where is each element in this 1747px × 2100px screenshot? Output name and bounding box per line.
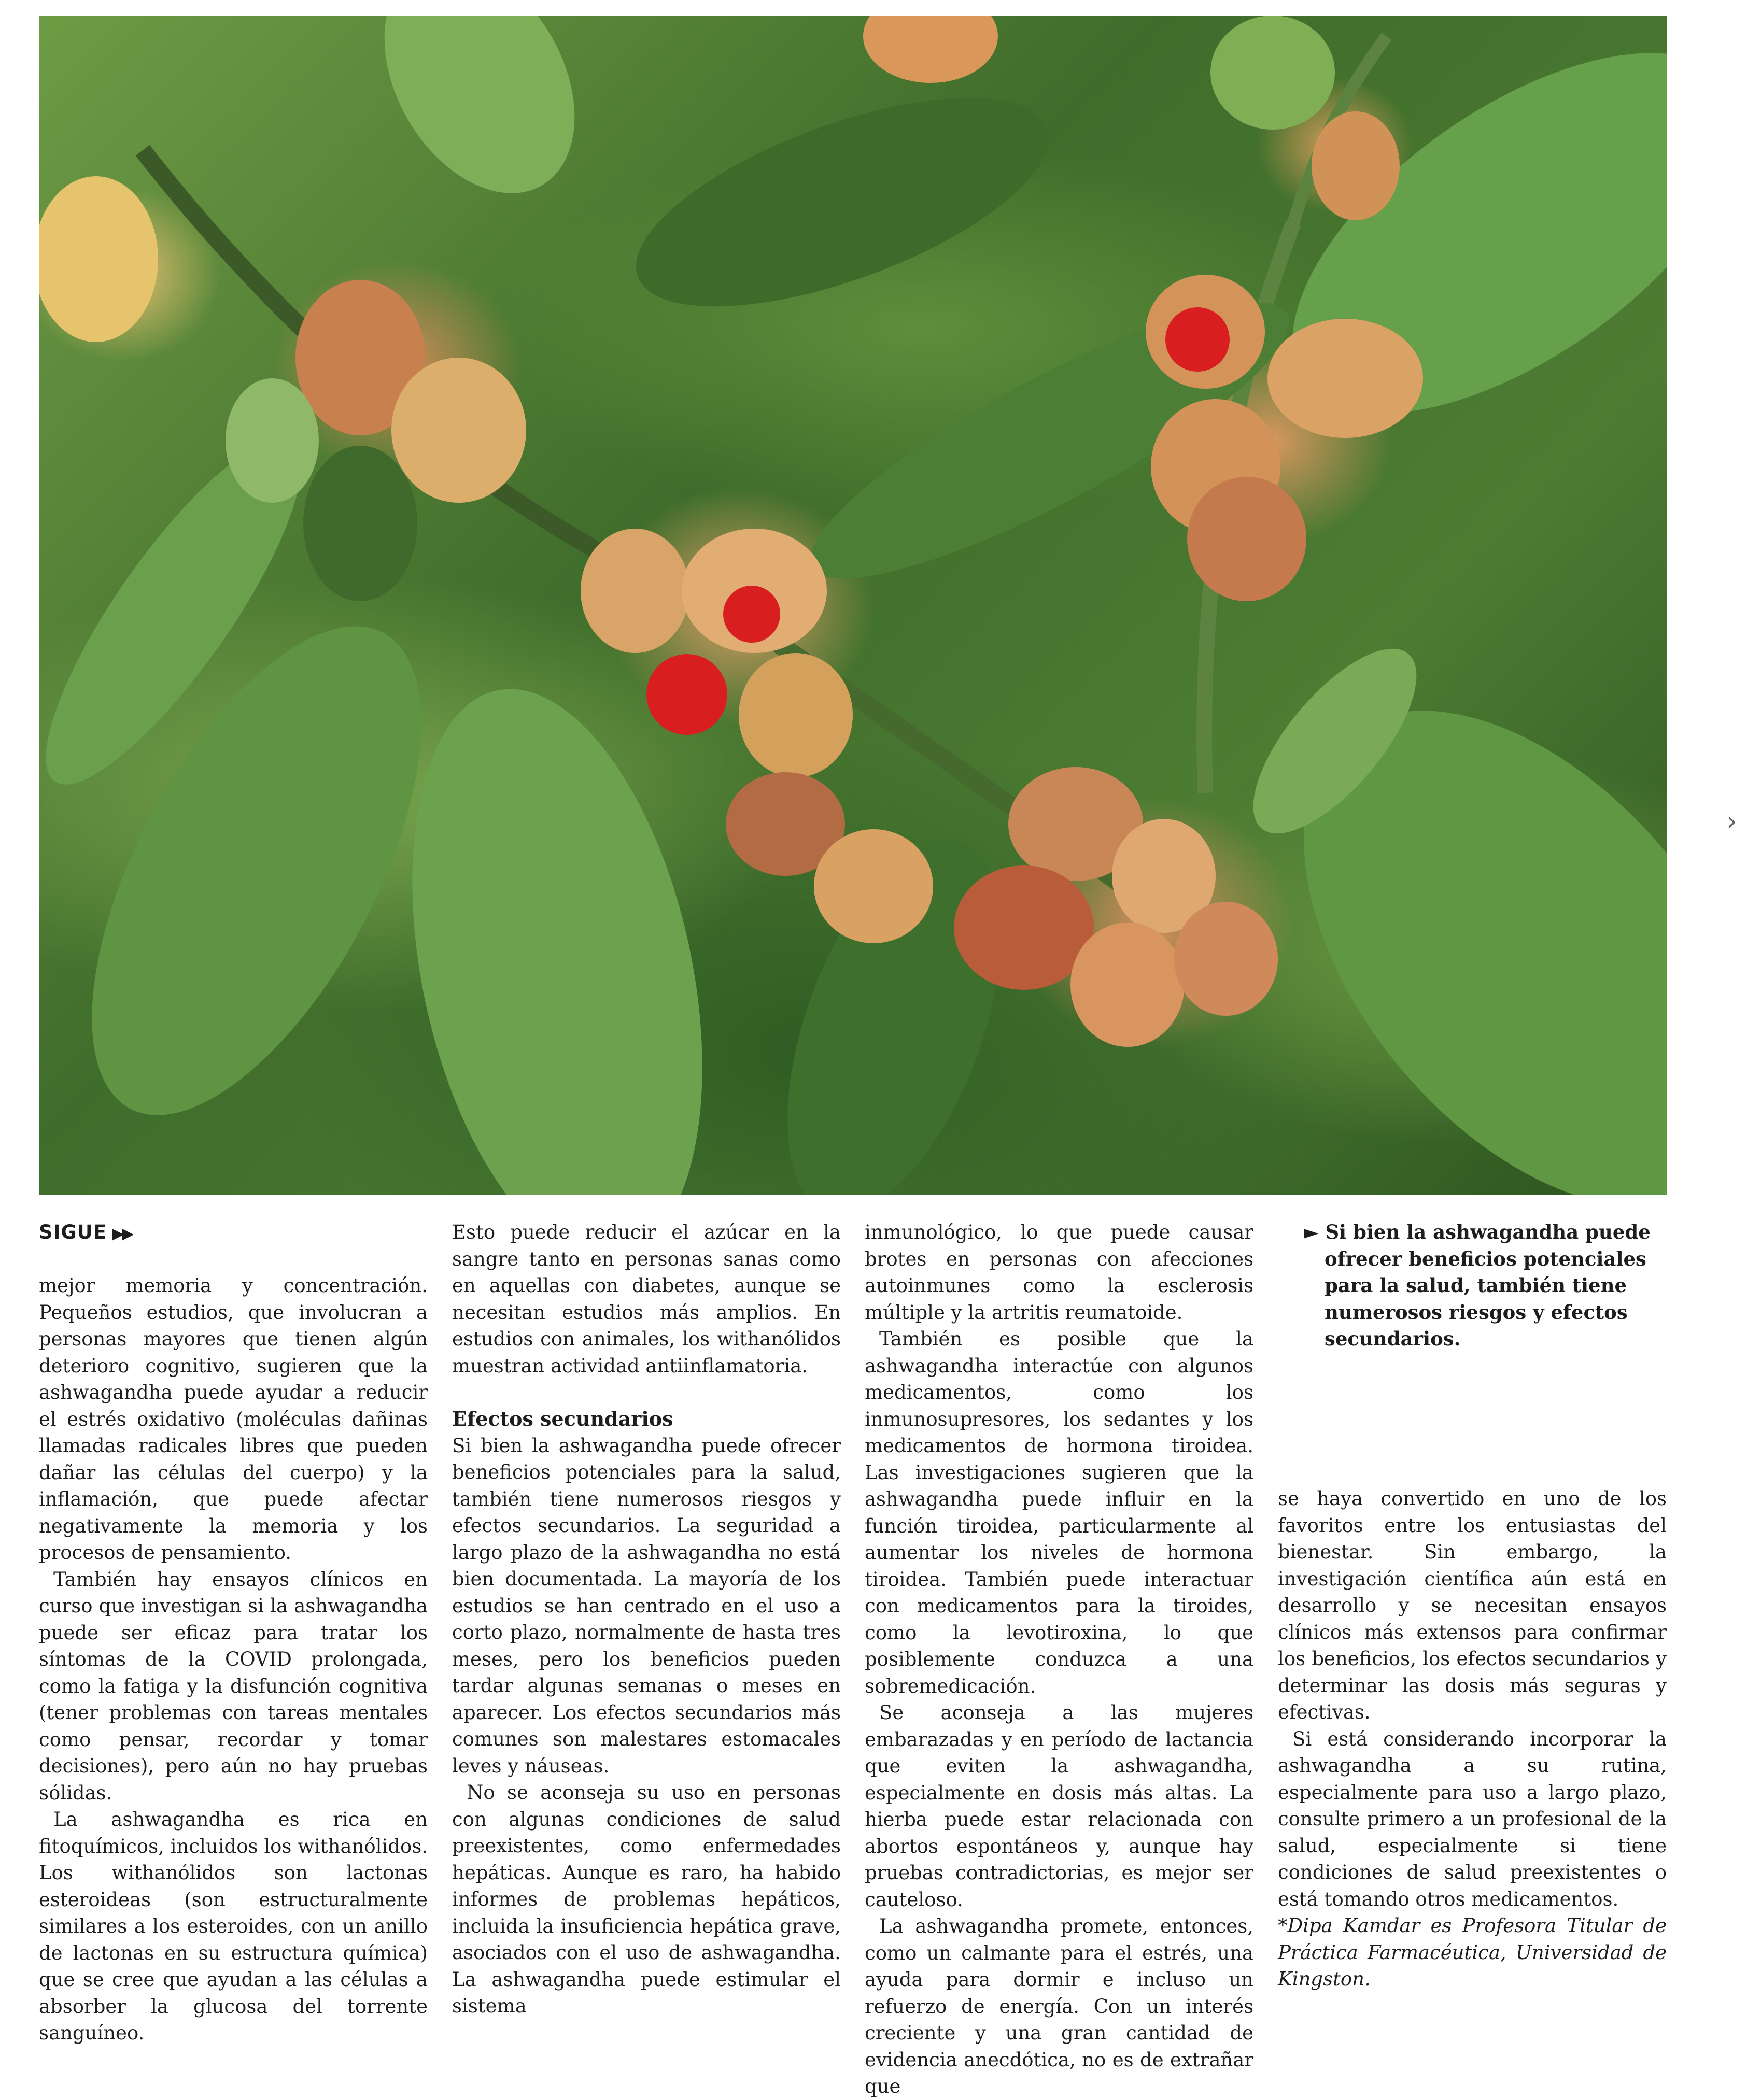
paragraph: mejor memoria y concentración. Pequeños estudios, que involucran a personas mayores que tienen algún deterioro cognitivo, sugieren que la ashwagandha puede ayudar a reducir el estrés oxidativo (moléculas dañinas llamadas radicales libres que pueden dañar las células del cuerpo) y la inflamación, que puede afectar negativamente la memoria y los procesos de pensamiento. <box>39 1274 428 1564</box>
pull-quote: ► Si bien la ashwagandha puede ofrecer beneficios potenciales para la salud, también tiene numerosos riesgos y efectos secundarios. <box>1304 1221 1651 1350</box>
paragraph: se haya convertido en uno de los favoritos entre los entusiastas del bienestar. Sin embargo, la investigación científica aún está en desarrollo y se necesitan ensayos clínicos más extensos para confirmar los beneficios, los efectos secundarios y determinar las dosis más seguras y efectivas. <box>1278 1487 1667 1723</box>
paragraph: Si bien la ashwagandha puede ofrecer beneficios potenciales para la salud, también tiene numerosos riesgos y efectos secundarios. La seguridad a largo plazo de la ashwagandha no está bien documentada. La mayoría de los estudios se han centrado en el uso a corto plazo, normalmente de hasta tres meses, pero los beneficios pueden tardar algunas semanas o meses en aparecer. Los efectos secundarios más comunes son malestares estomacales leves y náuseas. <box>452 1434 841 1777</box>
article-column-2 <box>452 1219 841 2020</box>
paragraph: Si está considerando incorporar la ashwagandha a su rutina, especialmente para uso a largo plazo, consulte primero a un profesional de la salud, especialmente si tiene condiciones de salud preexistentes o está tomando otros medicamentos. <box>1278 1727 1667 1910</box>
paragraph: inmunológico, lo que puede causar brotes en personas con afecciones autoinmunes como la esclerosis múltiple y la artritis reumatoide. <box>865 1221 1253 1324</box>
section-heading: Efectos secundarios <box>452 1407 673 1430</box>
author-credit: *Dipa Kamdar es Profesora Titular de Práctica Farmacéutica, Universidad de Kingston. <box>1278 1914 1667 1990</box>
chevron-right-icon[interactable]: › <box>1726 806 1737 837</box>
paragraph: Se aconseja a las mujeres embarazadas y en período de lactancia que eviten la ashwagandha, especialmente en dosis más altas. La hierba puede estar relacionada con abortos espontáneos y, aunque hay pruebas contradictorias, es mejor ser cauteloso. <box>865 1701 1253 1911</box>
double-arrow-icon: ▶▶ <box>112 1225 132 1243</box>
photo-illustration <box>39 16 1667 1195</box>
paragraph: No se aconseja su uso en personas con algunas condiciones de salud preexistentes, como enfermedades hepáticas. Aunque es raro, ha habido informes de problemas hepáticos, incluida la insuficiencia hepática grave, asociados con el uso de ashwagandha. La ashwagandha puede estimular el sistema <box>452 1781 841 2017</box>
paragraph: También hay ensayos clínicos en curso que investigan si la ashwagandha puede ser eficaz para tratar los síntomas de la COVID prolongada, como la fatiga y la disfunción cognitiva (tener problemas con tareas mentales como pensar, recordar y tomar decisiones), pero aún no hay pruebas sólidas. <box>39 1568 428 1804</box>
continued-text: SIGUE <box>39 1221 107 1243</box>
paragraph: La ashwagandha es rica en fitoquímicos, incluidos los withanólidos. Los withanólidos son lactonas esteroideas (son estructuralmente similares a los esteroides, con un anillo de lactonas en su estructura química) que se cree que ayudan a las células a absorber la glucosa del torrente sanguíneo. <box>39 1808 428 2044</box>
article-column-3 <box>865 1219 1253 2100</box>
article-column-1 <box>39 1219 428 2047</box>
paragraph: También es posible que la ashwagandha interactúe con algunos medicamentos, como los inmunosupresores, los sedantes y los medicamentos de hormona tiroidea. Las investigaciones sugieren que la ashwagandha puede influir en la función tiroidea, particularmente al aumentar los niveles de hormona tiroidea. También puede interactuar con medicamentos para la tiroides, como la levotiroxina, lo que posiblemente conduzca a una sobremedicación. <box>865 1328 1253 1697</box>
paragraph: La ashwagandha promete, entonces, como un calmante para el estrés, una ayuda para dormir e incluso un refuerzo de energía. Con un interés creciente y una gran cantidad de evidencia anecdótica, no es de extrañar que <box>865 1915 1253 2097</box>
article-column-4 <box>1278 1485 1667 1993</box>
continued-label <box>39 1219 428 1272</box>
article-photo <box>39 16 1667 1195</box>
paragraph: Esto puede reducir el azúcar en la sangre tanto en personas sanas como en aquellas con diabetes, aunque se necesitan estudios más amplios. En estudios con animales, los withanólidos muestran actividad antiinflamatoria. <box>452 1221 841 1377</box>
